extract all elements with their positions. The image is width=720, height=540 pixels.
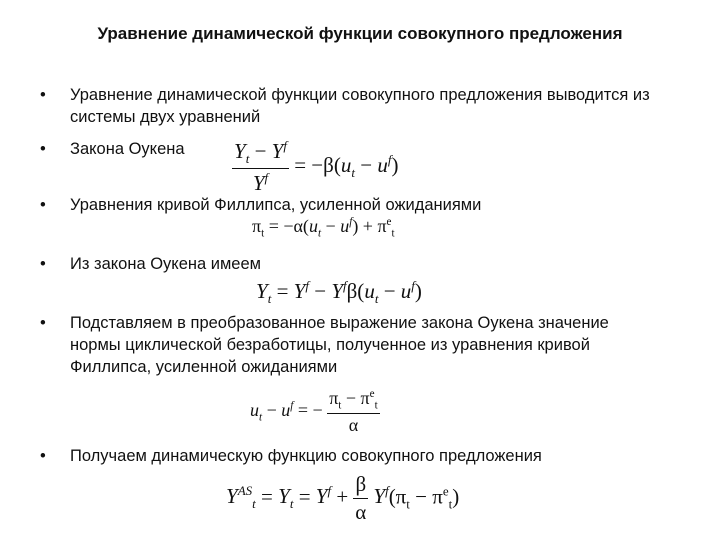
okun-transformed-formula: $Y_t = Y^f - Y^f\beta(u_t - u^f)$	[256, 278, 422, 307]
bullet-marker: •	[40, 196, 46, 214]
bullet-text: Закона Оукена	[70, 140, 185, 158]
bullet-marker: •	[40, 86, 46, 104]
bullet-text: Из закона Оукена имеем	[70, 255, 261, 273]
bullet-text: Уравнения кривой Филлипса, усиленной ожиданиями	[70, 196, 482, 214]
phillips-curve-formula: $\pi_t = -\alpha(u_t - u^f) + \pi^e_t$	[252, 216, 395, 240]
bullet-marker: •	[40, 140, 46, 158]
bullet-text: Получаем динамическую функцию совокупного предложения	[70, 447, 542, 465]
bullet-marker: •	[40, 255, 46, 273]
bullet-marker: •	[40, 447, 46, 465]
bullet-marker: •	[40, 314, 46, 332]
bullet-text: Уравнение динамической функции совокупного предложения выводится из системы двух уравнений	[70, 86, 650, 126]
dynamic-aggregate-supply-formula: $Y^{AS}_t = Y_t = Y^f$ + $\frac{\beta}{\alpha}$ $Y^f(\pi_t - \pi^e_t)$	[226, 472, 460, 524]
okun-law-formula: $\frac{Y_t - Y^f}{Y^f}$ = $-\beta(u_t - u^f)$	[234, 138, 399, 196]
bullet-text: Подставляем в преобразованное выражение закона Оукена значение нормы циклической безработицы, полученное из уравнения кривой Филлипса, усиленной ожиданиями	[70, 314, 609, 376]
slide-title: Уравнение динамической функции совокупного предложения	[97, 24, 623, 43]
cyclical-unemployment-formula: $u_t - u^f$ = − $\frac{\pi_t - \pi^e_t}{\alpha}$	[250, 388, 378, 435]
